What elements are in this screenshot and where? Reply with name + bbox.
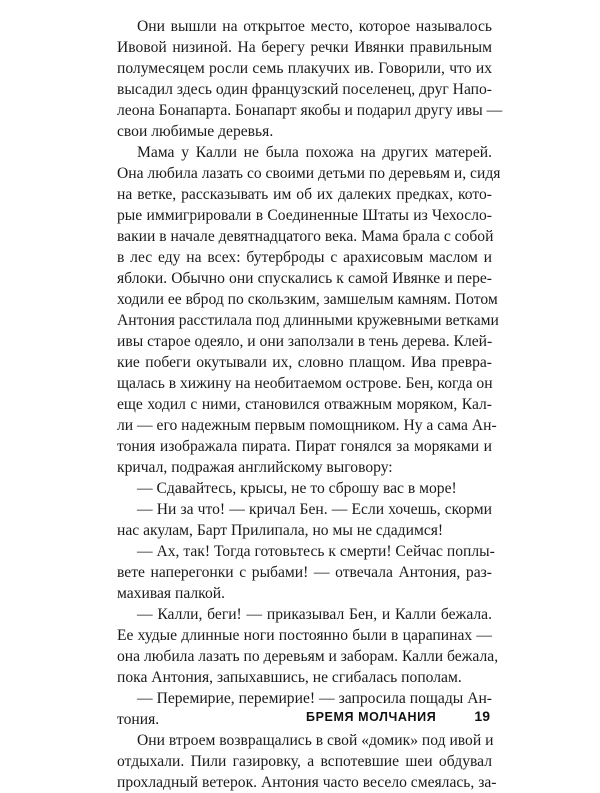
text-line: Она любила лазать со своими детьми по деревьям и, сидя: [117, 165, 501, 182]
text-line: ивы старое одеяло, и они заползали в тень дерева. Клей-: [117, 333, 493, 350]
text-line: леона Бонапарта. Бонапарт якобы и подарил другу ивы —: [117, 102, 503, 119]
text-line: еще ходил с ними, становился отважным моряком, Кал-: [117, 396, 492, 413]
text-line: Антония расстилала под длинными кружевными ветками: [117, 312, 499, 329]
text-line: — Перемирие, перемирие! — запросила пощады Ан-: [137, 690, 492, 707]
text-line: пока Антония, запыхавшись, не сгибалась пополам.: [117, 669, 462, 686]
body-text: [117, 16, 503, 793]
text-line: — Ах, так! Тогда готовьтесь к смерти! Сейчас поплы-: [137, 543, 495, 560]
text-line: вете наперегонки с рыбами! — отвечала Антония, раз-: [117, 564, 492, 581]
text-line: вакии в начале девятнадцатого века. Мама брала с собой: [117, 228, 494, 245]
text-line: прохладный ветерок. Антония часто весело смеялась, за-: [117, 774, 497, 791]
text-line: ли — его надежным первым помощником. Ну а сама Ан-: [117, 417, 497, 434]
text-line: Они втроем возвращались в свой «домик» под ивой и: [137, 732, 494, 749]
text-line: отдыхали. Пили газировку, а вспотевшие шеи обдувал: [117, 753, 492, 770]
text-line: кие побеги окутывали их, словно плащом. Ива превра-: [117, 354, 492, 371]
text-line: рые иммигрировали в Соединенные Штаты из Чехосло-: [117, 207, 492, 224]
text-line: высадил здесь один французский поселенец, друг Напо-: [117, 81, 492, 98]
text-line: щалась в хижину на необитаемом острове. Бен, когда он: [117, 375, 493, 392]
text-line: Мама у Калли не была похожа на других матерей.: [137, 144, 492, 161]
text-line: в лес еду на всех: бутерброды с арахисовым маслом и: [117, 249, 492, 266]
page-text: [117, 16, 503, 793]
text-line: на ветке, рассказывать им об их далеких предках, кото-: [117, 186, 492, 203]
text-line: тония изображала пирата. Пират гонялся за моряками и: [117, 438, 492, 455]
text-line: свои любимые деревья.: [117, 123, 274, 140]
book-title: БРЕМЯ МОЛЧАНИЯ: [306, 710, 437, 724]
text-line: — Калли, беги! — приказывал Бен, и Калли бежала.: [137, 606, 492, 623]
text-line: нас акулам, Барт Прилипала, но мы не сдадимся!: [117, 522, 444, 539]
text-line: махивая палкой.: [117, 585, 225, 602]
text-line: яблоки. Обычно они спускались к самой Ивянке и пере-: [117, 270, 492, 287]
text-line: — Сдавайтесь, крысы, не то сброшу вас в море!: [137, 480, 457, 497]
text-line: Ивовой низиной. На берегу речки Ивянки правильным: [117, 39, 492, 56]
text-line: она любила лазать по деревьям и заборам. Калли бежала,: [117, 648, 499, 665]
text-line: — Ни за что! — кричал Бен. — Если хочешь, скорми: [137, 501, 492, 518]
text-line: ходили ее вброд по скользким, замшелым камням. Потом: [117, 291, 498, 308]
text-line: Они вышли на открытое место, которое называлось: [137, 18, 492, 35]
running-footer: [306, 708, 492, 726]
page-number: 19: [474, 708, 490, 724]
text-line: Ее худые длинные ноги постоянно были в царапинах —: [117, 627, 492, 644]
text-line: полумесяцем росли семь плакучих ив. Говорили, что их: [117, 60, 492, 77]
text-line: тония.: [117, 711, 160, 728]
text-line: кричал, подражая английскому выговору:: [117, 459, 393, 476]
